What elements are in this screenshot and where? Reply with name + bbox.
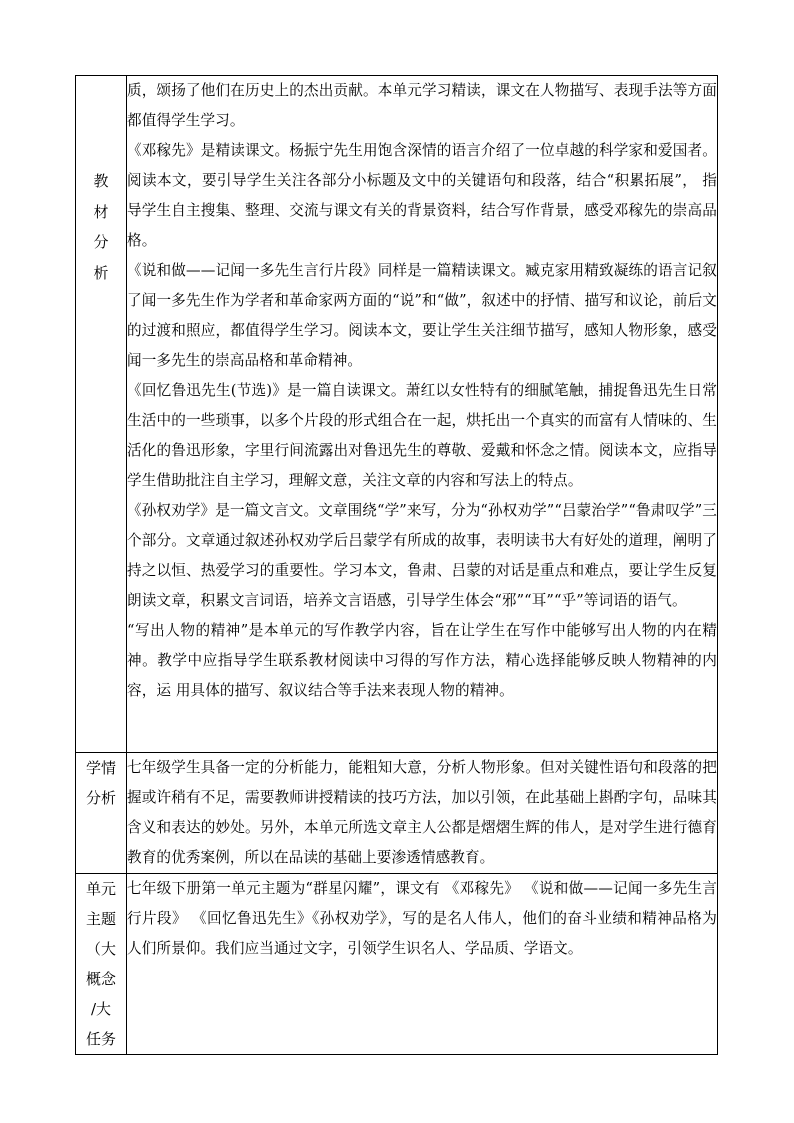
student-analysis-label — [76, 753, 127, 874]
unit-theme-row — [76, 874, 718, 1055]
label-line: 分析 — [85, 789, 116, 807]
unit-theme-content — [127, 874, 718, 1055]
paragraph: 《说和做——记闻一多先生言行片段》同样是一篇精读课文。臧克家用精致凝练的语言记叙了闻一多先生作为学者和革命家两方面的“说”和“做”，叙述中的抒情、描写和议论，前后文的过渡和照应，都值得学生学习。阅读本文，要让学生关注细节描写，感知人物形象，感受闻一多先生的崇高品格和革命精神。 — [127, 262, 717, 369]
label-line: 概念 — [85, 970, 116, 988]
paragraph: 七年级学生具备一定的分析能力，能粗知大意，分析人物形象。但对关键性语句和段落的把握或许稍有不足，需要教师讲授精读的技巧方法，加以引领，在此基础上斟酌字句，品味其含义和表达的妙处。另外，本单元所选文章主人公都是熠熠生辉的伟人，是对学生进行德育教育的优秀案例，所以在品读的基础上要渗透情感教育。 — [127, 759, 717, 866]
student-analysis-content — [127, 753, 718, 874]
paragraph: 《回忆鲁迅先生(节选)》是一篇自读课文。萧红以女性特有的细腻笔触，捕捉鲁迅先生日常生活中的一些琐事，以多个片段的形式组合在一起，烘托出一个真实的而富有人情味的、生活化的鲁迅形象，字里行间流露出对鲁迅先生的尊敬、爱戴和怀念之情。阅读本文，应指导学生借助批注自主学习，理解文意，关注文章的内容和写法上的特点。 — [127, 382, 717, 489]
paragraph: 七年级下册第一单元主题为“群星闪耀”，课文有 《邓稼先》 《说和做——记闻一多先生言行片段》 《回忆鲁迅先生》《孙权劝学》，写的是名人伟人，他们的奋斗业绩和精神品格为人们所景仰。我们应当通过文字，引领学生识名人、学品质、学语文。 — [127, 880, 717, 957]
label-line: /大 — [90, 1000, 112, 1018]
label-line: 学情 — [85, 759, 116, 777]
paragraph: 《孙权劝学》是一篇文言文。文章围绕“学”来写，分为“孙权劝学”“吕蒙治学”“鲁肃叹学”三个部分。文章通过叙述孙权劝学后吕蒙学有所成的故事，表明读书大有好处的道理，阐明了持之以恒、热爱学习的重要性。学习本文，鲁肃、吕蒙的对话是重点和难点，要让学生反复朗读文章，积累文言词语，培养文言语感，引导学生体会“邪”“耳”“乎”等词语的语气。 — [127, 502, 717, 609]
paragraph: 《邓稼先》是精读课文。杨振宁先生用饱含深情的语言介绍了一位卓越的科学家和爱国者。阅读本文，要引导学生关注各部分小标题及文中的关键语句和段落，结合“积累拓展”， 指导学生自主搜集、整理、交流与课文有关的背景资料，结合写作背景，感受邓稼先的崇高品格。 — [127, 142, 717, 249]
label-line: 任务 — [85, 1030, 116, 1048]
materials-analysis-label — [76, 76, 127, 753]
paragraph: 质，颂扬了他们在历史上的杰出贡献。本单元学习精读，课文在人物描写、表现手法等方面都值得学生学习。 — [127, 82, 717, 129]
student-analysis-row — [76, 753, 718, 874]
label-line: 主题 — [85, 910, 116, 928]
label-char: 析 — [93, 263, 109, 282]
label-line: 单元 — [85, 880, 116, 898]
materials-analysis-row — [76, 76, 718, 753]
unit-theme-label — [76, 874, 127, 1055]
paragraph: “写出人物的精神”是本单元的写作教学内容，旨在让学生在写作中能够写出人物的内在精神。教学中应指导学生联系教材阅读中习得的写作方法，精心选择能够反映人物精神的内容，运 用具体的描写、叙议结合等手法来表现人物的精神。 — [127, 622, 717, 699]
label-char: 分 — [93, 233, 109, 251]
label-char: 教 — [93, 172, 109, 190]
materials-analysis-content — [127, 76, 718, 753]
lesson-analysis-table — [75, 75, 718, 1055]
label-line: （大 — [85, 940, 116, 958]
label-char: 材 — [93, 202, 109, 221]
